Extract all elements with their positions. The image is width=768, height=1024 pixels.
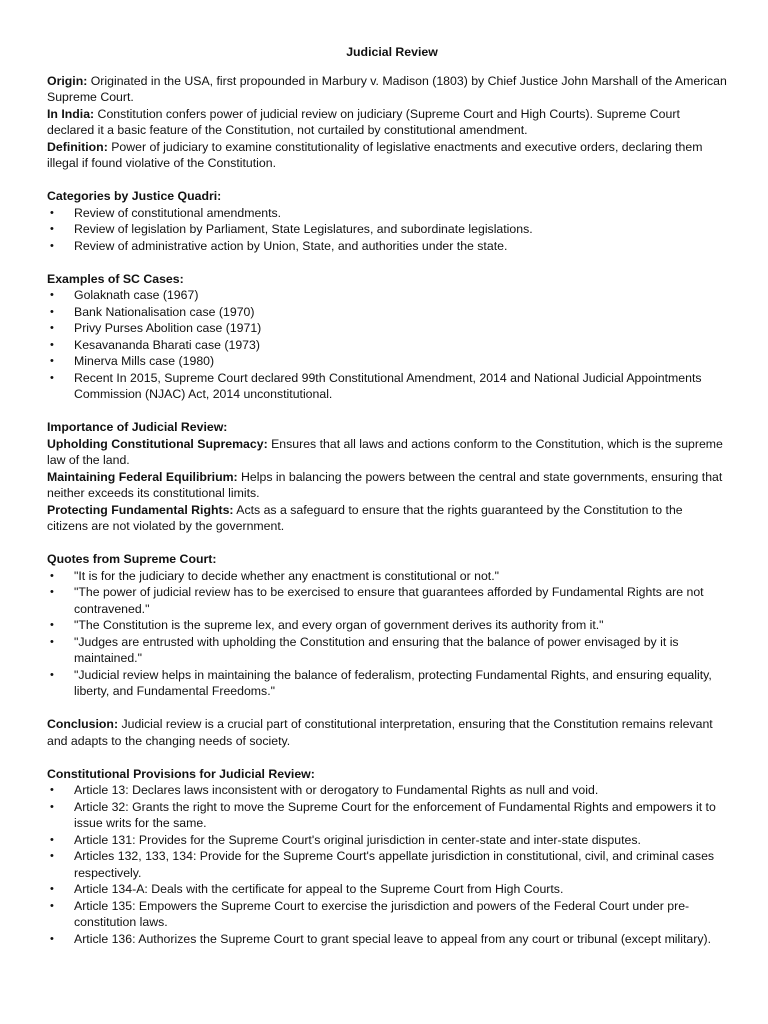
list-item [47,320,727,337]
list-item-text: Minerva Mills case (1980) [74,354,215,368]
spacer [47,749,727,766]
bullet-icon: • [50,223,54,235]
list-item-text: Article 13: Declares laws inconsistent with or derogatory to Fundamental Rights as null and void. [74,783,599,797]
categories-list [47,205,727,255]
bullet-icon: • [50,800,54,813]
bullet-icon: • [50,850,54,862]
list-item [47,881,727,898]
list-item-text: Article 135: Empowers the Supreme Court to exercise the jurisdiction and powers of the Federal Court under pre-constitution laws. [74,898,690,929]
bullet-icon: • [50,206,54,219]
bullet-icon: • [50,899,54,912]
list-item-text: "The power of judicial review has to be exercised to ensure that guarantees afforded by Fundamental Rights are not contravened." [74,585,704,616]
bullet-icon: • [50,932,54,945]
list-item [47,799,727,832]
list-item [47,353,727,370]
bullet-icon: • [50,619,54,631]
bullet-icon: • [50,668,54,681]
list-item [47,370,727,403]
list-item-text: Review of legislation by Parliament, State Legislatures, and subordinate legislations. [74,222,533,236]
bullet-icon: • [50,338,54,351]
importance-label: Maintaining Federal Equilibrium: [47,469,238,484]
bullet-icon: • [50,569,54,582]
list-item-text: Recent In 2015, Supreme Court declared 99th Constitutional Amendment, 2014 and National Judicial Appointments Commission (NJAC) Act, 2014 unconstitutional. [74,370,702,401]
list-item [47,304,727,321]
list-item [47,205,727,222]
list-item-text: Review of constitutional amendments. [74,205,282,220]
list-item [47,848,727,881]
bullet-icon: • [50,371,54,384]
provisions-heading: Constitutional Provisions for Judicial Review: [47,766,315,781]
list-item [47,667,727,700]
list-item [47,634,727,667]
bullet-icon: • [50,322,54,334]
spacer [47,403,727,420]
importance-text: Ensures that all laws and actions conform to the Constitution, which is the supreme law of the land. [47,436,723,467]
importance-label: Upholding Constitutional Supremacy: [47,436,268,451]
provisions-list [47,782,727,947]
importance-item [47,436,727,469]
bullet-icon: • [50,239,54,252]
list-item-text: "Judicial review helps in maintaining the balance of federalism, protecting Fundamental Rights, and ensuring equality, liberty, and Fundamental Freedoms." [74,667,712,698]
origin-text: Originated in the USA, first propounded in Marbury v. Madison (1803) by Chief Justice John Marshall of the American Supreme Court. [47,73,727,104]
definition-label: Definition: [47,139,108,154]
quotes-list [47,568,727,700]
bullet-icon: • [50,784,54,796]
list-item [47,238,727,255]
list-item [47,832,727,849]
page-title: Judicial Review [346,45,438,59]
list-item [47,782,727,799]
list-item-text: Article 136: Authorizes the Supreme Court to grant special leave to appeal from any court or tribunal (except military). [74,931,712,946]
list-item [47,287,727,304]
bullet-icon: • [50,586,54,598]
list-item-text: Article 131: Provides for the Supreme Court's original jurisdiction in center-state and inter-state disputes. [74,832,641,847]
origin-paragraph [47,73,727,106]
list-item [47,568,727,585]
list-item [47,617,727,634]
spacer [47,172,727,189]
list-item-text: Articles 132, 133, 134: Provide for the Supreme Court's appellate jurisdiction in constitutional, civil, and criminal cases respectively. [74,849,715,880]
list-item [47,337,727,354]
in-india-paragraph [47,106,727,139]
importance-heading: Importance of Judicial Review: [47,420,228,434]
definition-paragraph [47,139,727,172]
list-item-text: Bank Nationalisation case (1970) [74,304,255,319]
importance-label: Protecting Fundamental Rights: [47,502,234,517]
bullet-icon: • [50,305,54,318]
origin-label: Origin: [47,73,88,88]
importance-text: Helps in balancing the powers between the central and state governments, ensuring that neither exceeds its constitutional limits. [47,469,723,500]
list-item-text: Article 134-A: Deals with the certificate for appeal to the Supreme Court from High Courts. [74,882,564,896]
list-item [47,221,727,238]
definition-text: Power of judiciary to examine constitutionality of legislative enactments and executive orders, declaring them illegal if found violative of the Constitution. [47,139,703,170]
list-item [47,931,727,948]
bullet-icon: • [50,355,54,367]
list-item-text: "It is for the judiciary to decide whether any enactment is constitutional or not." [74,568,499,583]
list-item-text: Article 32: Grants the right to move the Supreme Court for the enforcement of Fundamental Rights and empowers it to issue writs for the same. [74,799,716,830]
in-india-label: In India: [47,106,95,121]
document-page [47,44,727,947]
list-item [47,898,727,931]
list-item-text: "The Constitution is the supreme lex, and every organ of government derives its authority from it." [74,618,604,632]
list-item-text: Golaknath case (1967) [74,288,199,302]
importance-item [47,502,727,535]
list-item-text: Review of administrative action by Union, State, and authorities under the state. [74,238,508,253]
spacer [47,700,727,717]
importance-item [47,469,727,502]
categories-heading: Categories by Justice Quadri: [47,189,222,203]
examples-heading: Examples of SC Cases: [47,271,184,286]
list-item [47,584,727,617]
spacer [47,254,727,271]
list-item-text: "Judges are entrusted with upholding the Constitution and ensuring that the balance of power envisaged by it is maintained." [74,634,679,665]
bullet-icon: • [50,289,54,301]
conclusion-label: Conclusion: [47,717,119,731]
conclusion-paragraph [47,716,727,749]
list-item-text: Kesavananda Bharati case (1973) [74,337,260,352]
list-item-text: Privy Purses Abolition case (1971) [74,321,262,335]
spacer [47,535,727,552]
importance-text: Acts as a safeguard to ensure that the rights guaranteed by the Constitution to the citizens are not violated by the government. [47,502,683,533]
in-india-text: Constitution confers power of judicial review on judiciary (Supreme Court and High Courts). Supreme Court declared it a basic feature of the Constitution, not curtailed by constitutional amendment. [47,106,680,137]
examples-list [47,287,727,403]
bullet-icon: • [50,833,54,846]
conclusion-text: Judicial review is a crucial part of constitutional interpretation, ensuring that the Constitution remains relevant and adapts to the changing needs of society. [47,717,713,748]
quotes-heading: Quotes from Supreme Court: [47,552,217,566]
bullet-icon: • [50,635,54,648]
bullet-icon: • [50,883,54,895]
